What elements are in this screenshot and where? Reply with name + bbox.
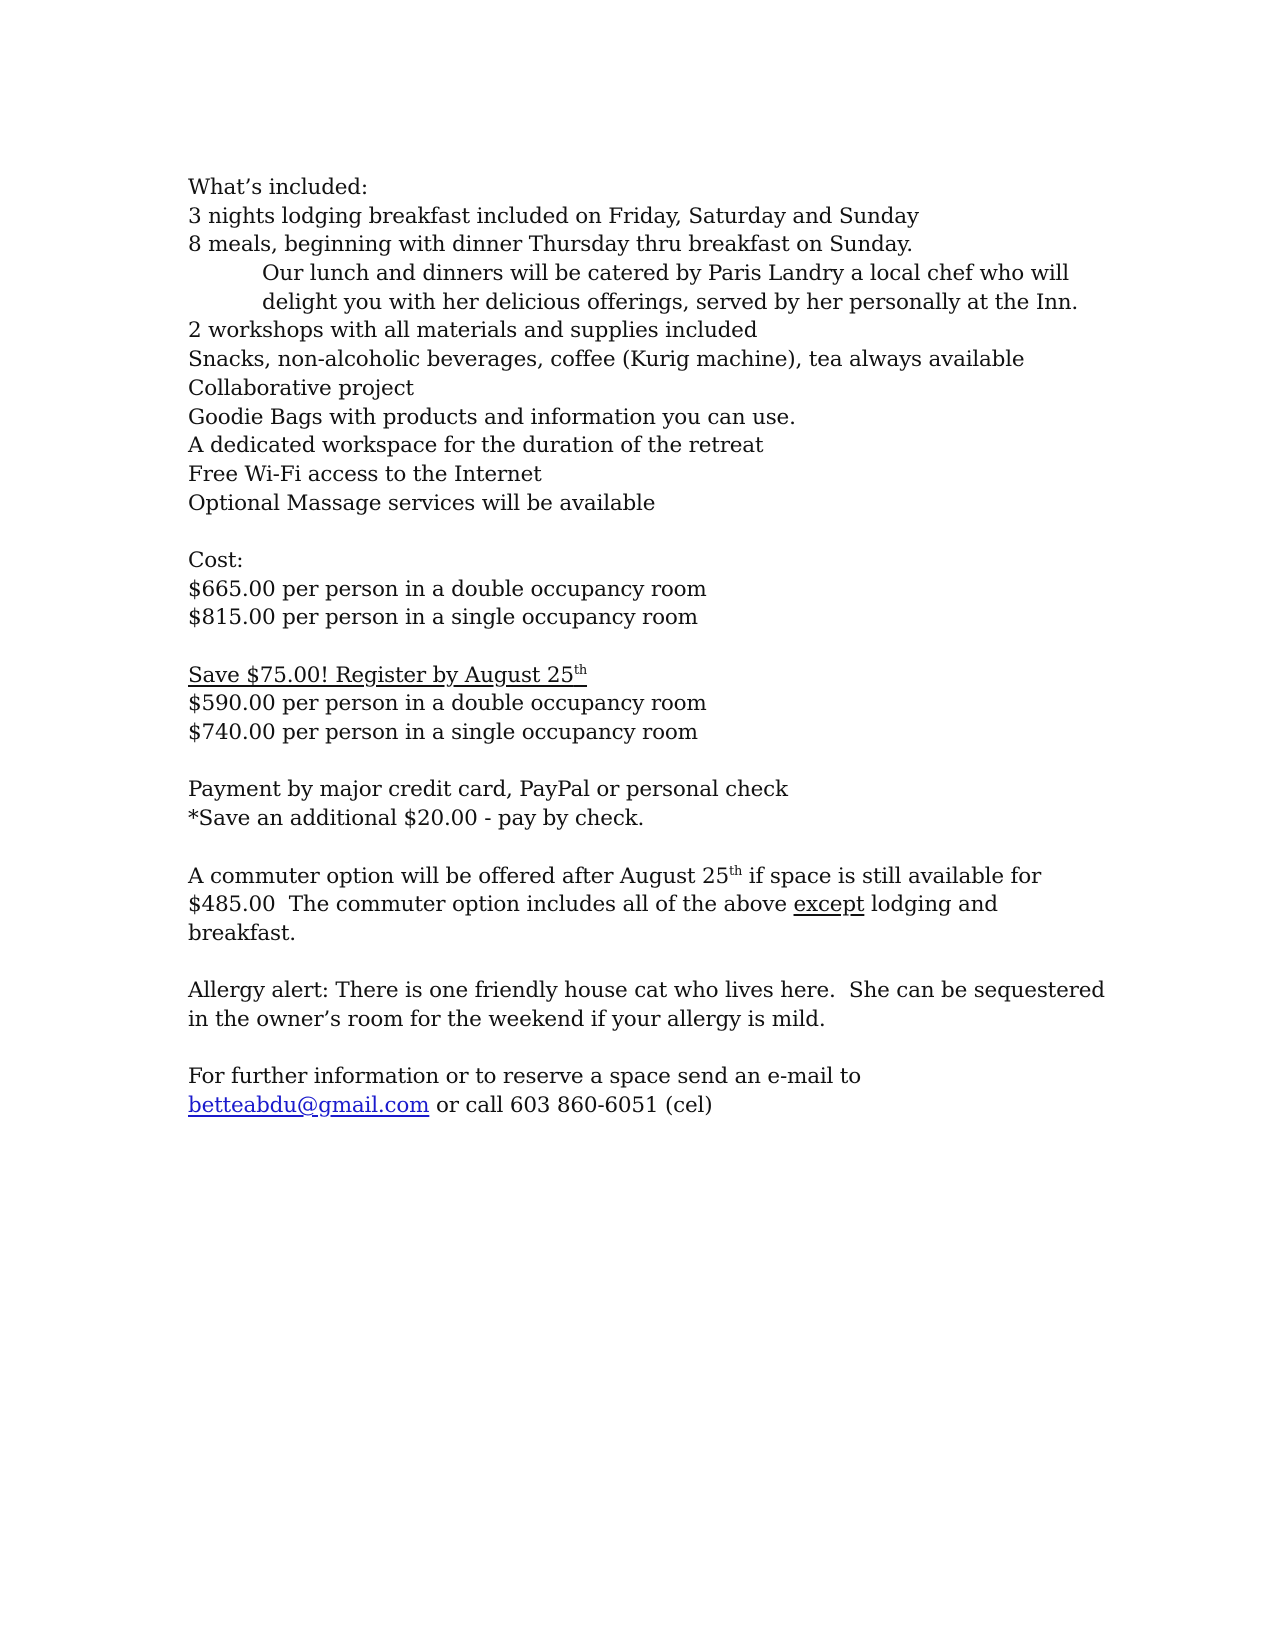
included-heading: What’s included: [188,175,368,200]
allergy-line: in the owner’s room for the weekend if your allergy is mild. [188,1006,826,1032]
commuter-text: if space is still available for [742,863,1042,889]
spacer [188,633,1148,662]
commuter-text: lodging and [864,892,998,918]
commuter-line [188,891,1148,920]
commuter-line: breakfast. [188,920,296,946]
included-item: Goodie Bags with products and information you can use. [188,404,796,430]
meals-note: delight you with her delicious offerings, served by her personally at the Inn. [262,289,1079,315]
commuter-except: except [793,892,865,918]
email-link[interactable]: betteabdu@gmail.com [188,1093,430,1118]
document-body [188,174,1148,1121]
included-item: Collaborative project [188,375,414,401]
payment-discount: *Save an additional $20.00 - pay by check. [188,806,645,832]
included-item: 8 meals, beginning with dinner Thursday thru breakfast on Sunday. [188,232,913,258]
contact-line: For further information or to reserve a space send an e-mail to [188,1064,861,1090]
included-item: 3 nights lodging breakfast included on Friday, Saturday and Sunday [188,203,919,229]
early-bird-heading [188,662,1148,691]
spacer [188,949,1148,978]
cost-heading: Cost: [188,547,244,573]
included-item: Optional Massage services will be available [188,490,656,516]
commuter-text: $485.00 The commuter option includes all of the above [188,892,794,918]
commuter-line [188,863,1148,892]
included-item: Snacks, non-alcoholic beverages, coffee (Kurig machine), tea always available [188,347,1025,373]
early-double: $590.00 per person in a double occupancy room [188,691,707,717]
included-item: A dedicated workspace for the duration of the retreat [188,433,764,459]
spacer [188,1035,1148,1064]
spacer [188,834,1148,863]
included-item: Free Wi-Fi access to the Internet [188,461,542,487]
spacer [188,748,1148,777]
early-bird-heading-text: Save $75.00! Register by August 25 [188,662,574,688]
cost-single: $815.00 per person in a single occupancy room [188,605,698,631]
cost-double: $665.00 per person in a double occupancy room [188,576,707,602]
allergy-line: Allergy alert: There is one friendly house cat who lives here. She can be sequestered [188,978,1105,1004]
early-single: $740.00 per person in a single occupancy room [188,720,698,746]
meals-note: Our lunch and dinners will be catered by Paris Landry a local chef who will [262,261,1069,287]
spacer [188,518,1148,547]
ordinal-suffix: th [728,863,743,879]
phone-text: or call 603 860-6051 (cel) [429,1093,713,1118]
payment-methods: Payment by major credit card, PayPal or personal check [188,777,788,803]
ordinal-suffix: th [573,662,588,678]
commuter-text: A commuter option will be offered after August 25 [188,863,729,889]
contact-line [188,1092,1148,1121]
included-item: 2 workshops with all materials and supplies included [188,318,758,344]
